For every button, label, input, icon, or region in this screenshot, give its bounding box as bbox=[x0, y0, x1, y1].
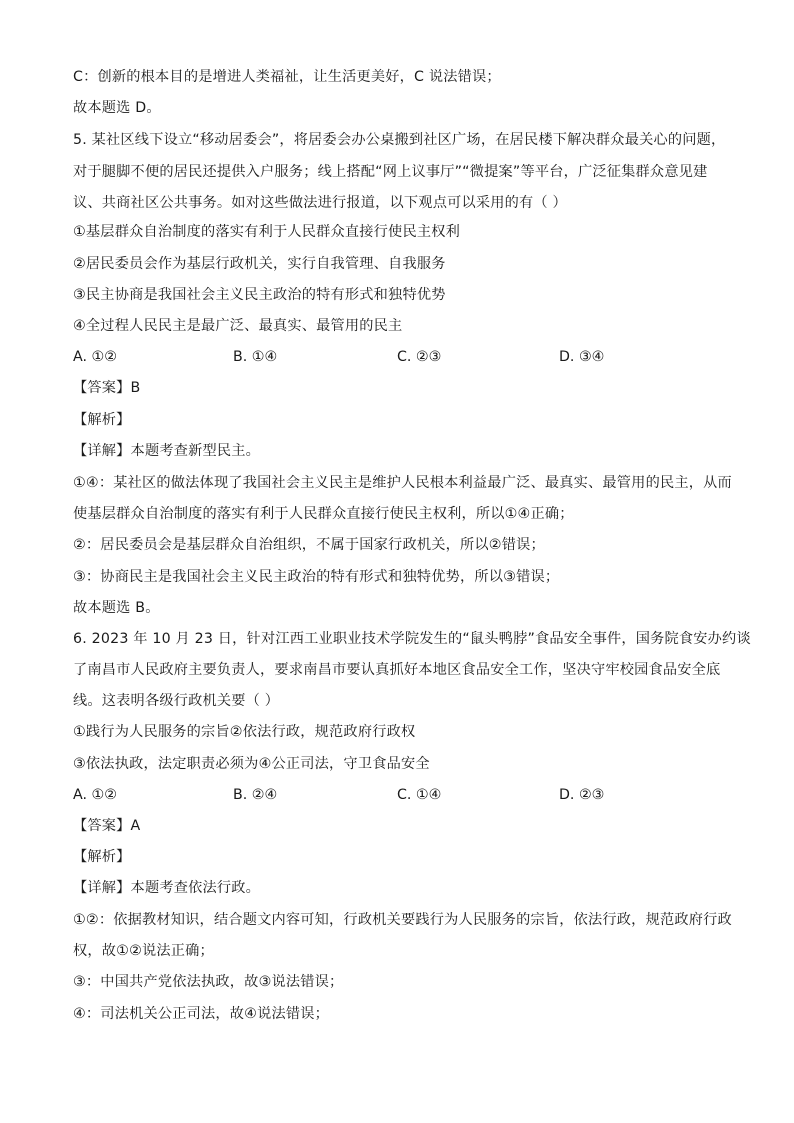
q5-statement-4: ④全过程人民民主是最广泛、最真实、最管用的民主 bbox=[73, 318, 403, 334]
q5-option-c: C. ②③ bbox=[397, 349, 442, 365]
q6-statement-2: ③依法执政，法定职责必须为④公正司法，守卫食品安全 bbox=[73, 756, 430, 772]
q5-answer: 【答案】B bbox=[73, 380, 141, 396]
q6-option-b: B. ②④ bbox=[233, 787, 278, 803]
q5-analysis-heading: 【解析】 bbox=[73, 412, 131, 428]
q5-explanation-2: ②：居民委员会是基层群众自治组织，不属于国家行政机关，所以②错误； bbox=[73, 537, 545, 553]
q5-stem-line-2: 对于腿脚不便的居民还提供入户服务；线上搭配“网上议事厅”“微提案”等平台，广泛征集群众意见建 bbox=[73, 164, 708, 180]
q5-option-d: D. ③④ bbox=[559, 349, 605, 365]
answer-line-d: 故本题选 D。 bbox=[73, 100, 161, 116]
c-option-note: C：创新的根本目的是增进人类福祉，让生活更美好，C 说法错误； bbox=[73, 69, 501, 85]
q6-explanation-1-line-1: ①②：依据教材知识，结合题文内容可知，行政机关要践行为人民服务的宗旨，依法行政，规范政府行政 bbox=[73, 912, 732, 928]
q5-stem-line-1: 5. 某社区线下设立“移动居委会”，将居委会办公桌搬到社区广场，在居民楼下解决群众最关心的问题， bbox=[73, 132, 726, 148]
q6-explanation-3: ④：司法机关公正司法，故④说法错误； bbox=[73, 1006, 330, 1022]
q5-explanation-1-line-1: ①④：某社区的做法体现了我国社会主义民主是维护人民根本利益最广泛、最真实、最管用的民主，从而 bbox=[73, 475, 732, 491]
q6-stem-line-2: 了南昌市人民政府主要负责人，要求南昌市要认真抓好本地区食品安全工作，坚决守牢校园食品安全底 bbox=[73, 662, 721, 678]
q6-analysis-heading: 【解析】 bbox=[73, 849, 131, 865]
q6-detail: 【详解】本题考查依法行政。 bbox=[73, 880, 261, 896]
q6-option-a: A. ①② bbox=[73, 787, 117, 803]
q6-options bbox=[73, 785, 733, 805]
q5-option-a: A. ①② bbox=[73, 349, 117, 365]
q5-final-answer: 故本题选 B。 bbox=[73, 600, 160, 616]
q5-explanation-3: ③：协商民主是我国社会主义民主政治的特有形式和独特优势，所以③错误； bbox=[73, 569, 560, 585]
q5-statement-1: ①基层群众自治制度的落实有利于人民群众直接行使民主权利 bbox=[73, 224, 460, 240]
q5-explanation-1-line-2: 使基层群众自治制度的落实有利于人民群众直接行使民主权利，所以①④正确； bbox=[73, 506, 574, 522]
q6-option-d: D. ②③ bbox=[559, 787, 605, 803]
q5-statement-3: ③民主协商是我国社会主义民主政治的特有形式和独特优势 bbox=[73, 287, 446, 303]
q6-explanation-1-line-2: 权，故①②说法正确； bbox=[73, 943, 214, 959]
q6-explanation-2: ③：中国共产党依法执政，故③说法错误； bbox=[73, 974, 344, 990]
q6-stem-line-1: 6. 2023 年 10 月 23 日，针对江西工业职业技术学院发生的“鼠头鸭脖”食品安全事件，国务院食安办约谈 bbox=[73, 631, 751, 647]
q5-statement-2: ②居民委员会作为基层行政机关，实行自我管理、自我服务 bbox=[73, 256, 446, 272]
q5-stem-line-3: 议、共商社区公共事务。如对这些做法进行报道，以下观点可以采用的有（ ） bbox=[73, 195, 567, 211]
q6-answer: 【答案】A bbox=[73, 818, 141, 834]
q5-options bbox=[73, 347, 733, 367]
q6-option-c: C. ①④ bbox=[397, 787, 442, 803]
q6-statement-1: ①践行为人民服务的宗旨②依法行政，规范政府行政权 bbox=[73, 724, 416, 740]
q5-detail: 【详解】本题考查新型民主。 bbox=[73, 443, 261, 459]
q6-stem-line-3: 线。这表明各级行政机关要（ ） bbox=[73, 693, 280, 709]
q5-option-b: B. ①④ bbox=[233, 349, 278, 365]
